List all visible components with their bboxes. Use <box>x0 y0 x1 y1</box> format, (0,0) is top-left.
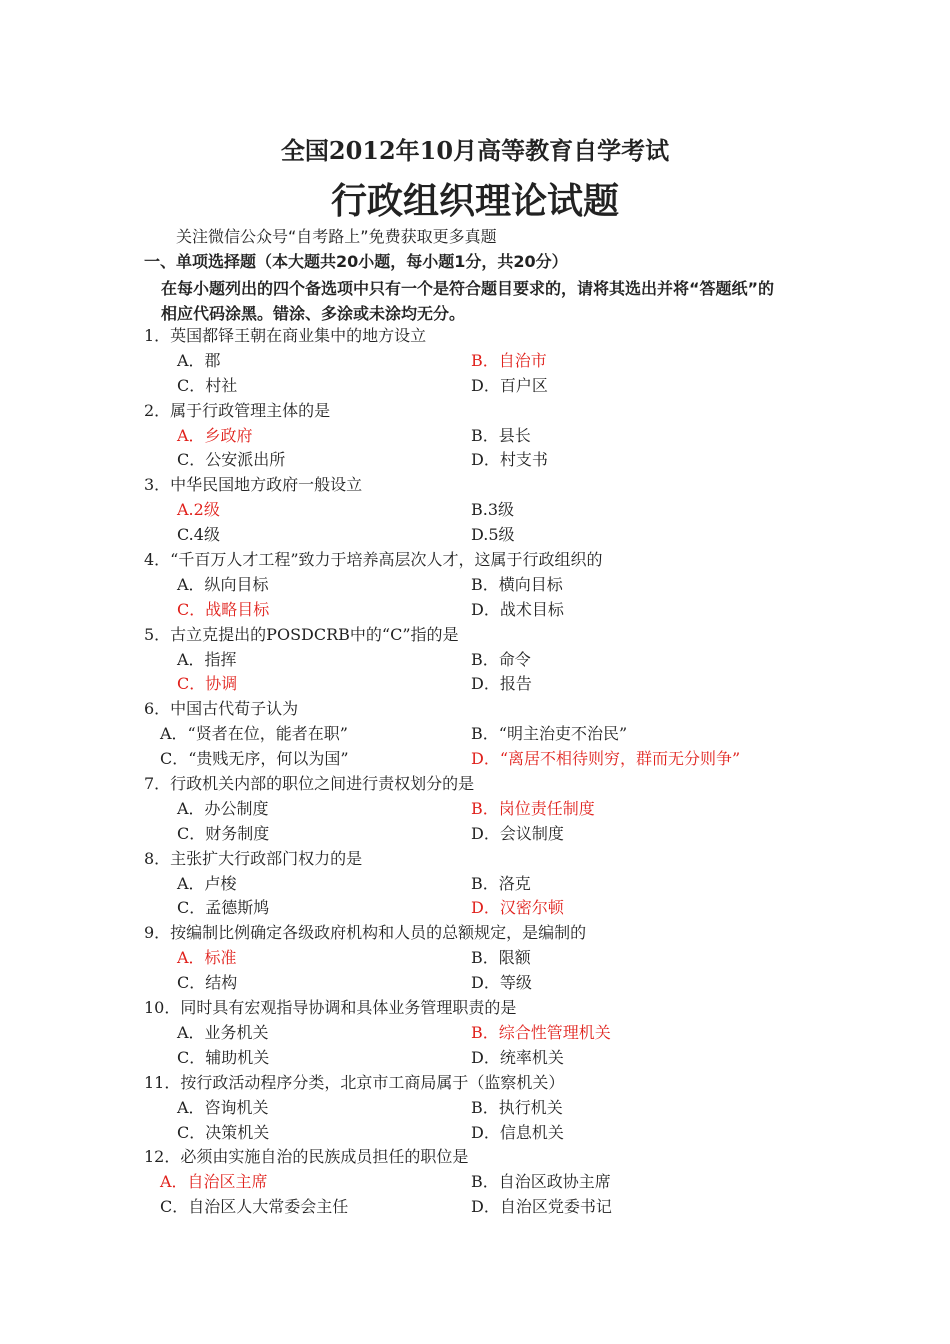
option-d: D．自治区党委书记 <box>471 1197 612 1217</box>
subject-title: 行政组织理论试题 <box>330 181 619 222</box>
option-c: C.4级 <box>177 525 220 545</box>
option-b-correct: B．自治市 <box>471 350 547 370</box>
option-d: D．等级 <box>471 973 532 993</box>
question-stem: 1．英国都铎王朝在商业集中的地方设立 <box>144 326 427 345</box>
option-d: D．百户区 <box>471 375 548 395</box>
option-c-correct: C．战略目标 <box>177 599 270 619</box>
option-a-correct: A.2级 <box>177 500 220 520</box>
question-stem: 10．同时具有宏观指导协调和具体业务管理职责的是 <box>144 998 517 1018</box>
question-stem: 6．中国古代荀子认为 <box>144 699 299 719</box>
option-a-correct: A．自治区主席 <box>160 1172 268 1192</box>
question-12 <box>144 1145 804 1220</box>
option-b: B．执行机关 <box>471 1097 563 1117</box>
option-c: C．公安派出所 <box>177 450 286 470</box>
question-stem: 2．属于行政管理主体的是 <box>144 400 331 420</box>
question-10 <box>144 996 804 1071</box>
option-a: A．卢梭 <box>177 873 237 893</box>
option-a: A．纵向目标 <box>177 574 269 594</box>
option-b: B．限额 <box>471 948 531 968</box>
option-b: B．县长 <box>471 425 531 445</box>
question-4 <box>144 548 804 623</box>
option-a-correct: A．乡政府 <box>177 425 253 445</box>
option-b: B．横向目标 <box>471 574 563 594</box>
option-d: D．信息机关 <box>471 1122 564 1142</box>
option-c: C．村社 <box>177 375 238 395</box>
option-a-correct: A．标准 <box>177 948 237 968</box>
option-b: B．“明主治吏不治民” <box>471 724 628 744</box>
question-8 <box>144 847 804 922</box>
section-heading: 一、单项选择题（本大题共20小题，每小题1分，共20分） <box>144 252 568 271</box>
option-d-correct: D．汉密尔顿 <box>471 898 564 918</box>
question-9 <box>144 921 804 996</box>
option-a: A．指挥 <box>177 649 237 669</box>
question-stem: 3．中华民国地方政府一般设立 <box>144 475 363 495</box>
question-stem: 4．“千百万人才工程”致力于培养高层次人才，这属于行政组织的 <box>144 550 603 570</box>
question-3 <box>144 473 804 548</box>
option-a: A．办公制度 <box>177 798 269 818</box>
question-1 <box>144 324 804 399</box>
option-c-correct: C．协调 <box>177 674 238 694</box>
option-b-correct: B．综合性管理机关 <box>471 1022 611 1042</box>
exam-title: 全国2012年10月高等教育自学考试 <box>280 136 670 165</box>
option-c: C．财务制度 <box>177 823 270 843</box>
option-d: D.5级 <box>471 525 515 545</box>
option-d: D．统率机关 <box>471 1047 564 1067</box>
option-a: A．“贤者在位，能者在职” <box>160 724 348 744</box>
option-b-correct: B．岗位责任制度 <box>471 798 595 818</box>
option-b: B．命令 <box>471 649 531 669</box>
question-2 <box>144 399 804 474</box>
question-stem: 8．主张扩大行政部门权力的是 <box>144 848 363 868</box>
option-a: A．郡 <box>177 350 221 370</box>
option-b: B．洛克 <box>471 873 531 893</box>
question-stem: 9．按编制比例确定各级政府机构和人员的总额规定，是编制的 <box>144 923 587 943</box>
option-c: C．决策机关 <box>177 1122 270 1142</box>
option-b: B.3级 <box>471 500 515 520</box>
question-11 <box>144 1071 804 1146</box>
question-stem: 11．按行政活动程序分类，北京市工商局属于（监察机关） <box>144 1072 565 1092</box>
question-stem: 5．古立克提出的POSDCRB中的“C”指的是 <box>144 624 459 644</box>
question-7 <box>144 772 804 847</box>
option-c: C．“贵贱无序，何以为国” <box>160 749 349 769</box>
question-6 <box>144 697 804 772</box>
option-d: D．战术目标 <box>471 599 564 619</box>
section-instruction: 在每小题列出的四个备选项中只有一个是符合题目要求的，请将其选出并将“答题纸”的相应代码涂黑。错涂、多涂或未涂均无分。 <box>161 279 775 323</box>
promo-text: 关注微信公众号“自考路上”免费获取更多真题 <box>176 227 497 246</box>
option-a: A．咨询机关 <box>177 1097 269 1117</box>
question-5 <box>144 623 804 698</box>
option-b: B．自治区政协主席 <box>471 1172 611 1192</box>
option-d: D．会议制度 <box>471 823 564 843</box>
question-stem: 12．必须由实施自治的民族成员担任的职位是 <box>144 1147 469 1167</box>
option-c: C．自治区人大常委会主任 <box>160 1197 349 1217</box>
option-d-correct: D．“离居不相待则穷，群而无分则争” <box>471 749 741 769</box>
option-c: C．孟德斯鸠 <box>177 898 270 918</box>
option-d: D．村支书 <box>471 450 548 470</box>
option-d: D．报告 <box>471 674 532 694</box>
option-a: A．业务机关 <box>177 1022 269 1042</box>
question-list <box>144 324 804 1220</box>
option-c: C．结构 <box>177 973 238 993</box>
option-c: C．辅助机关 <box>177 1047 270 1067</box>
question-stem: 7．行政机关内部的职位之间进行责权划分的是 <box>144 774 475 794</box>
